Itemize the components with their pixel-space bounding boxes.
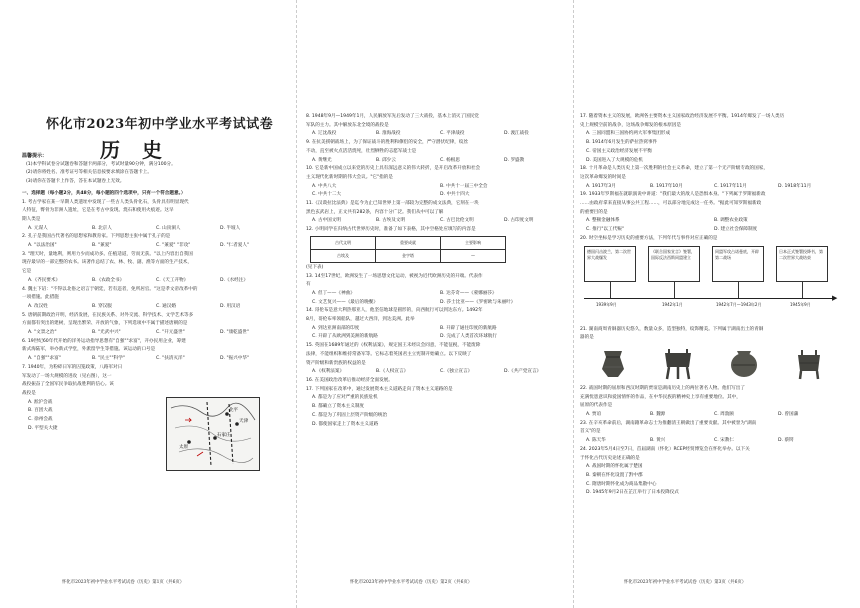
page-divider [573,0,574,608]
notice-item: (1)本学科试卷分试题卷和答题卡两部分，考试时量90分钟，满分100分。 [26,161,176,167]
options-q10 [306,191,568,200]
option: D. 建立社会保障制度 [714,227,758,233]
question-text: 军发动了一场大规模的进攻（见右图），这一 [22,373,112,379]
option: D. "仁者爱人" [220,243,250,249]
options-q9 [306,157,568,166]
question-text: 黑色玄武岩上，正文共有282条，内容十分广泛。我们从中可以了解 [306,209,444,215]
page-2-column [306,113,568,429]
question-text: 23. 在辛亥革命前后，湖南籍革命志士为推翻清王朝做出了重要贡献。其中被誉为"湖南 [580,420,757,426]
timeline-event: 日本正式签署投降书，第二次世界大战结束 [776,246,828,282]
options-q2 [22,242,284,251]
option: B. "光武中兴" [92,330,121,336]
table-header: 主要影响 [441,236,506,249]
notice-title: 温馨提示： [22,153,48,159]
option: B. 北京人 [92,225,112,231]
option: D.《共产党宣言》 [504,369,542,375]
battle-map [166,397,260,471]
question-text: 4. 魏主下诏："不得以北俗之语言于朝廷，若有违者，免所居官。"这是孝文帝改革中的 [22,286,198,292]
question-text: 新式海陆军，举办新式学堂，外派留学生等措施。该运动的口号是 [22,347,156,353]
question-text: 17. 随着资本主义的发展，欧洲各主要资本主义国家政治经济发展不平衡。1914年爆发了一场人类历 [580,114,785,119]
question-text: 这次革命爆发的时间是 [580,174,626,180]
option: D. 罗盛教 [504,157,525,163]
option: B. 达芬奇——《蒙娜丽莎》 [440,290,497,296]
question-text: (见下表) [306,264,324,270]
option: C. 周敦颐 [714,412,734,418]
exam-title: 怀化市2023年初中学业水平考试试卷 [46,117,274,132]
option: C. 都是为了巩固上层资产阶级的统治 [312,412,388,418]
option: D. 中共十四大 [440,192,470,198]
page-divider [296,0,297,608]
option: A. 古中国文明 [312,218,341,224]
option: C. "扶清灭洋" [156,356,185,362]
option: A. 元谋人 [28,225,48,231]
table-cell: — [441,249,506,262]
question-text: 期人类是 [22,216,41,222]
timeline-connector [802,282,803,298]
question-table [310,236,506,263]
question-text: 18. 十月革命是人类历史上第一次胜利的社会主义革命，建立了第一个无产阶级专政的国家， [580,166,768,172]
option: D. 曾国藩 [778,412,799,418]
question-text: 器的是 [580,335,594,341]
option: A.《齐民要术》 [28,277,61,283]
notice-item: (3)请你在答题卡上作答，答在本试题卷上无效。 [26,179,125,185]
bronze-vessel-image [723,345,765,381]
table-header: 重要成就 [376,236,441,249]
question-text: 8. 1948年9月—1949年1月，人民解放军先后发动了三大战役，基本上消灭了国民党 [306,114,479,119]
question-text: 6. 19世纪60年代开始的洋务运动指导思想有"自强""求富"，开办民用企业，筹建 [22,338,186,344]
options-q6 [22,355,284,364]
option: B.《农政全书》 [92,277,125,283]
option: C. 隋唐时期怀化成为商品集散中心 [586,481,657,487]
option: B. 开辟了通往印度的新航路 [440,325,497,331]
map-label: 石家庄 [217,433,231,438]
option: C. 宋教仁 [714,438,734,444]
option: A. 但丁——《神曲》 [312,290,355,296]
option: B. 魏源 [650,412,666,418]
option: C. 开辟了从欧洲到美洲的新航路 [312,334,378,340]
timeline-event: 德国闪击波兰，第二次世界大战爆发 [584,246,636,282]
question-text: 15. 英国在1689年通过的《权利法案》，规定国王未经议会同意，不能征税，不能废除 [306,343,481,349]
option: D. 平型关大捷 [28,425,58,431]
timeline-figure [580,246,842,324]
option: C. 推行"以工代赈" [586,227,624,233]
option: A. "文景之治" [28,330,57,336]
option: D. 半坡人 [220,225,241,231]
options-q10 [306,183,568,192]
question-text: 充满忧患意识和爱国情怀的作品，在中华民族的精神史上享有重要地位。其中， [580,394,741,400]
timeline-connector [610,282,611,298]
options-q3 [22,277,284,286]
options-q5 [22,329,284,338]
option: C. 古巴比伦文明 [440,218,474,224]
section-heading: 一、选择题（每小题2分，共48分，每小题的四个选项中，只有一个符合题意。） [22,190,186,196]
option: C.《独立宣言》 [440,369,473,375]
question-text: 19. 1933年罗斯福在就职演说中讲道："我们最大的敌人是恐惧本身。"下列属于罗斯福新政 [580,192,766,198]
question-text: 它是 [22,269,32,275]
options-q13 [306,290,568,299]
question-text: 13. 14至17世纪，欧洲发生了一场思想文化运动，被视为近代欧洲历史的开端。代表作 [306,273,483,279]
option: B. 黄兴 [650,438,666,444]
option: A. 三国同盟和三国协约两大军事集团形成 [586,131,671,137]
bronze-vessel-image [788,345,830,381]
question-text: 12. 小明同学在归纳古代世界历史时，准备了如下表格，其中空格处应填写的内容是 [306,227,476,233]
option: A. 都是为了应对严重的民族危机 [312,395,378,401]
option: C. 徐州会战 [28,417,53,423]
options-q23 [580,437,842,446]
option: A. 贾谊 [586,412,602,418]
timeline-axis [584,298,836,299]
timeline-date: 1945年9月 [790,301,811,307]
timeline-event: 《联合国家宣言》签署，国际反法西斯同盟建立 [648,246,700,282]
question-text: 20. 时空坐标是学习历史的重要方法，下列年代与事件对应正确的是 [580,235,718,241]
bronze-vessel-image [592,345,634,381]
option: D. 都使国家走上了资本主义道路 [312,421,379,427]
map-label: 太原 [179,445,188,450]
options-q18 [580,183,842,192]
page-footer: 怀化市2023年初中学业水平考试试卷（历史）第1页（共6页） [62,580,185,585]
option: A.《权利法案》 [312,369,345,375]
question-text: ……由政府拿来直接从事公共工程……，可以部分地完成这一任务。"据此可知罗斯福新政 [580,201,762,207]
option: D. 美国进入了大规模的危机 [586,157,643,163]
option: A. 淞沪会战 [28,399,53,405]
options-q22 [580,411,842,420]
option: D. 1945年9月2日在芷江举行了日本投降仪式 [586,490,679,496]
map-label: 天津 [239,419,248,424]
page-footer: 怀化市2023年初中学业水平考试试卷（历史）第2页（共6页） [350,580,473,585]
option: B. 邱少云 [376,157,396,163]
timeline-date: 1942年7月—1943年2月 [716,301,762,307]
question-text: 现存最早的一部完整的农书。该著作总结了农、林、牧、副、渔等方面的生产技术， [22,260,192,266]
question-text: 17. 下列国家在改革中，通过发展资本主义道路走向了资本主义道路的是 [306,386,453,392]
option: C. 平津战役 [440,131,465,137]
page-3-column [580,113,842,498]
option: B. 都确立了资本主义制度 [312,404,365,410]
question-text: 军队的主力。其中解放东北全境的战役是 [306,122,389,128]
timeline-connector [674,282,675,298]
options-q13 [306,299,568,308]
option: D. 完成了人类首次环球航行 [440,334,497,340]
option: C. 1917年11月 [714,183,747,189]
table-header: 古代文明 [311,236,376,249]
option: A. 到达亚洲南部的印度 [312,325,360,331]
map-drawing [167,398,259,470]
question-text: 首义"的是 [580,429,601,435]
question-text: 战役是 [22,390,36,396]
options-q1 [22,225,284,234]
question-text: 主义现代化新时期的伟大会议。"它"指的是 [306,174,393,180]
table-cell: 古埃及 [311,249,376,262]
question-text: 一项措施。此措施 [22,295,59,301]
question-text: 有 [306,282,311,288]
notice-item: (2)请你将姓名、准考证号等相关信息按要求填涂在答题卡上。 [26,170,152,176]
question-text: 9. 在抗美援朝战场上，为了保证战斗的胜利和僚侣的安全，严守潜伏纪律，纹丝 [306,140,469,146]
page-1-column [22,150,284,434]
question-text: 史上规模空前的战争，这场战争爆发的根本原因是 [580,122,682,128]
option: D. 莎士比亚——《罗密欧与朱丽叶》 [440,299,516,305]
map-label: 北平 [229,408,238,413]
option: C. 中共十二大 [312,192,342,198]
timeline-event: 同盟军攻占诺曼底，开辟第二战场 [712,246,764,282]
timeline-arrow-icon: ▶ [832,293,838,302]
option: A. 改汉姓 [28,303,48,309]
option: C. 文艺复兴——《最后的晚餐》 [312,299,378,305]
option: D.《水经注》 [220,277,248,283]
option: A. "以法治国" [28,243,57,249]
option: D. 蔡锷 [778,438,794,444]
table-cell: 金字塔 [376,249,441,262]
question-text: 14. 哥伦布是意大利热那亚人，他坚信地球是圆形的，向西航行可以到达东方。1492年 [306,308,483,314]
timeline-connector [738,282,739,298]
question-text: 方面都有突出的建树，呈现出繁荣、开放的气象，下列选项中不属于描述唐朝的是 [22,321,188,327]
question-text: 21. 湖南商周青铜器历史悠久，数量众多，造型独特，纹饰精美。下列属于湖南出土的青铜 [580,326,764,332]
subject-title: 历史 [100,138,184,162]
option: C. 杨根思 [440,157,460,163]
question-text: 战役振奋了全国军民争取抗战胜利的信心。该 [22,382,114,388]
options-q4 [22,303,284,312]
question-text: 11.《汉谟拉比法典》是迄今为止已知世界上第一部较为完整的成文法典，它刻在一块 [306,201,479,207]
question-text: 10. 它是新中国成立以来党的历史上具有深远意义的伟大转折，是开启改革开放和社会 [306,166,481,172]
option: B. 秦朝在怀化设置了黔中郡 [586,472,643,478]
question-text: 2. 孔子是我国古代著名的思想家和教育家。下列思想主张中属于孔子的是 [22,234,171,240]
option: A. 1917年3月 [586,183,616,189]
options-q14 [306,333,568,342]
option: A. 陈天华 [586,438,606,444]
question-text: 16. 在美国政治改革后推动经济全面发展。 [306,377,393,383]
timeline-date: 1942年1月 [662,301,683,307]
question-text: 24. 2023年5月4日至7日，首届湖南（怀化）RCEP经贸博览会在怀化举办。以下关 [580,446,750,452]
bronze-vessel-image [657,345,699,381]
question-text: 屈原的代表作是 [580,403,613,409]
page-footer: 怀化市2023年初中学业水平考试试卷（历史）第3页（共6页） [624,580,747,585]
option: A. "自强""求富" [28,356,61,362]
option: B. 古埃及文明 [376,218,406,224]
question-text: 资产阶级和新贵族的权益的是 [306,360,366,366]
option: D. 1918年11月 [778,183,812,189]
option: D. 渡江战役 [504,131,529,137]
option: B. 淮海战役 [376,131,401,137]
options-q14 [306,325,568,334]
option: A. 黄继光 [312,157,332,163]
bronze-images [580,345,842,383]
option: A. 战国时期的怀化属于楚国 [586,464,643,470]
options-q8 [306,130,568,139]
option: D. 用汉语 [220,303,241,309]
option: C.《天工开物》 [156,277,189,283]
question-text: 人特征，臀骨为非洲人遗址，它是在考古中发现、烧石和使用火痕迹。这早 [22,208,174,214]
timeline-date: 1939年9月 [596,301,617,307]
question-text: 7. 1940年，为粉碎日军的囚笼政策，八路军对日 [22,364,123,370]
question-text: 法律，不能组织和维持常备军等。它标志着英国君主立宪制开始确立。以下反映了 [306,351,472,357]
option: C. 山顶洞人 [156,225,181,231]
option: A. 辽沈战役 [312,131,337,137]
question-text: 不动，直至被火点活活烧死，壮烈牺牲的志愿军战士是 [306,148,417,154]
option: C. 通汉婚 [156,303,176,309]
question-text: 于怀化古代历史论述正确的是 [580,455,640,461]
option: B. 中共十一届三中全会 [440,183,488,189]
question-text: 的重要目的是 [580,209,608,215]
option: B. 百团大战 [28,408,53,414]
options-q19 [580,217,842,226]
options-q15 [306,368,568,377]
option: B. "民主""科学" [92,356,125,362]
options-q11 [306,217,568,226]
option: D. 古印度文明 [504,218,534,224]
option: A. 中共八大 [312,183,337,189]
option: C. "兼爱" "非攻" [156,243,191,249]
option: C. "开元盛世" [156,330,185,336]
option: B.《人权宣言》 [376,369,409,375]
option: D. "康乾盛世" [220,330,250,336]
option: B. 调整农业政策 [714,218,748,224]
question-text: 8月，哥伦布率领船队，越过大西洋，到达美洲。此举 [306,317,415,323]
option: B. 穿汉服 [92,303,112,309]
option: B. "兼爱" [92,243,112,249]
question-text: 22. 战国时期的屈原和西汉时期的贾谊是湖南历史上的两位著名人物。他们写出了 [580,385,745,391]
option: B. 1914年6月发生的萨拉热窝事件 [586,140,658,146]
question-text: 3. "理天时，量地利，则用力少而成功多。任植适道，劳而无获。"以上内容出自我国 [22,251,193,257]
option: D. "振兴中华" [220,356,250,362]
option: A. 整顿金融体系 [586,218,620,224]
question-text: 1. 考古学家在某一早期人类遗址中发现了一些古人类头骨化石，头骨具有明显现代 [22,199,189,205]
option: B. 1917年10月 [650,183,683,189]
option: C. 帝国主义政治经济发展不平衡 [586,148,652,154]
options-q19 [580,226,842,235]
question-text: 5. 唐朝前期政治开明，经济发展，在民族关系、对外交流、科学技术、文学艺术等多 [22,312,194,318]
